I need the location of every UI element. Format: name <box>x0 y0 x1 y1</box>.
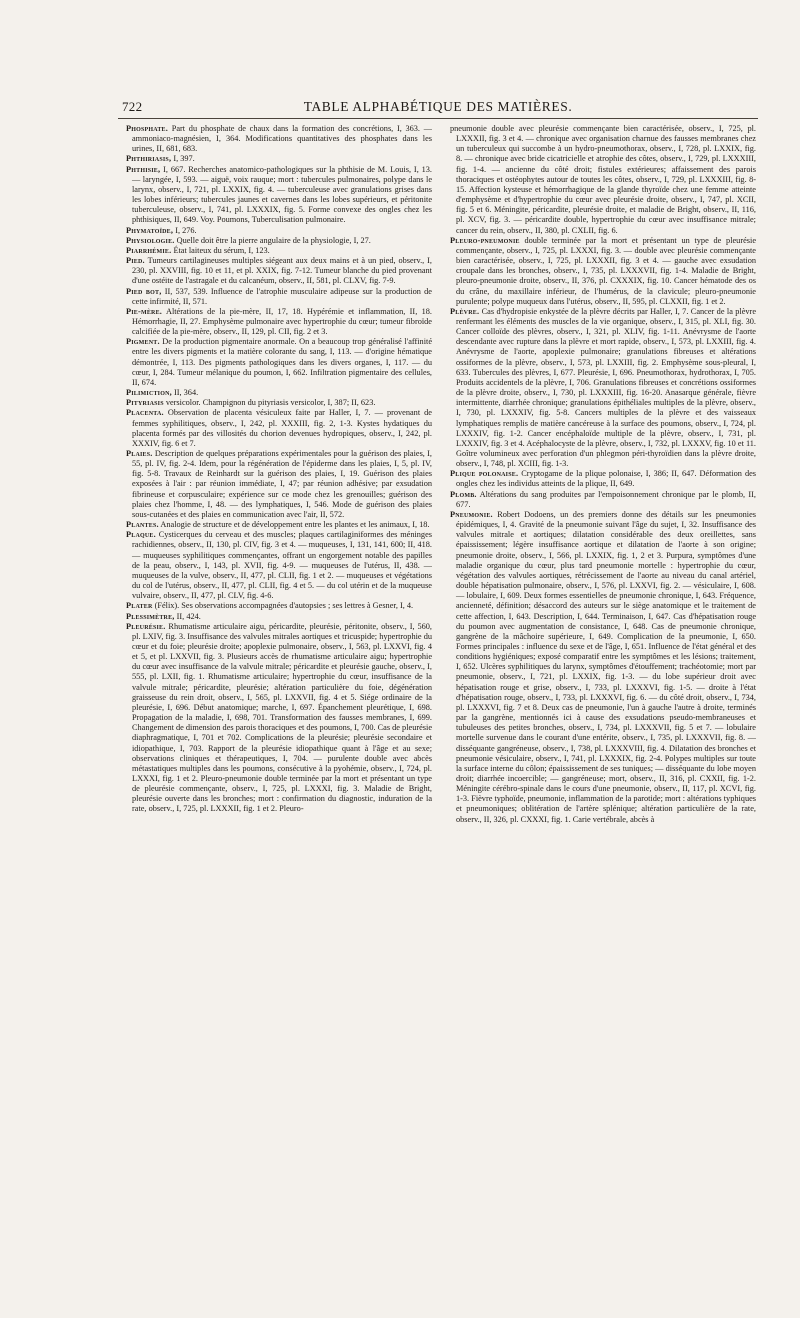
entry-text: (Félix). Ses observations accompagnées d'autopsies ; ses lettres à Gesner, I, 4. <box>154 601 414 611</box>
entry-text: I, 397. <box>173 154 195 164</box>
entry-headword: Phthisie, <box>126 164 161 174</box>
index-entry <box>126 601 432 611</box>
entry-text: Rhumatisme articulaire aigu, péricardite, pleurésie, péritonite, observ., I, 560, pl. LXIV, fig. 3. Insuffisance des valvules mitrales aortiques et tricuspide; hypertrophie du cœur et du foie; pleurésie droite; apoplexie pulmonaire, observ., I, 563, pl. LXXVI, fig. 4 et 5, et pl. LXXVII, fig. 3. Plusieurs accès de rhumatisme articulaire aigu; hypertrophie du cœur avec insuffisance de la valvule mitrale; péricardite et pleurésie gauche, observ., I, 555, pl. LXII, fig. 1. Rhumatisme articulaire; hypertrophie du cœur, insuffisance de la valvule mitrale; péricardite, pleurésie; altération particulière du foie, dégénération graisseuse du rein droit, observ., I, 565, pl. LXXVII, fig. 4 et 5. Siége ordinaire de la pleurésie, I, 696. Début anatomique; marche, I, 697. Épanchement pleurétique, I, 698. Propagation de la maladie, I, 698, 701. Transformation des fausses membranes, I, 699. Changement de dimension des parois thoraciques et des poumons, I, 700. Cas de pleurésie diaphragmatique, I, 701 et 702. Complications de la pleurésie; pleurésie secondaire et idiopathique, I, 703. Rapport de la pleurésie idiopathique quant à l'âge et au sexe; observations cliniques et thérapeutiques, I, 704. — purulente double avec abcès métastatiques multiples dans les poumons, consécutive à la pyohémie, observ., I, 724, pl. LXXXI, fig. 1 et 2. Pleuro-pneumonie double terminée par la mort et présentant un type de pleurésie commençante, observ., I, 725, pl. LXXXI, fig. 3. Maladie de Bright, pleurésie ouverte dans les bronches; mort : confirmation du diagnostic, induration de la rate, observ., I, 725, pl. LXXXII, fig. 1 et 2. Pleuro- <box>132 621 432 814</box>
entry-headword: Physiologie. <box>126 235 175 245</box>
entry-text: Observation de placenta vésiculeux faite par Haller, I, 7. — provenant de femmes syphilitiques, observ., I, 242, pl. XXXIII, fig. 2, 1-3. Kystes hydatiques du placenta formés par des villosités du chorion devenues hydropiques, observ., I, 242, pl. XXXIV, fig. 6 et 7. <box>132 408 432 448</box>
index-entry <box>126 388 432 398</box>
entry-text: Analogie de structure et de développement entre les plantes et les animaux, I, 18. <box>160 520 430 530</box>
index-entry <box>126 337 432 388</box>
index-entry <box>126 408 432 449</box>
header-rule <box>118 118 758 119</box>
index-entry <box>126 226 432 236</box>
running-head: TABLE ALPHABÉTIQUE DES MATIÈRES. <box>303 99 573 114</box>
index-entry <box>126 165 432 226</box>
index-entry <box>450 307 756 470</box>
entry-text: I, 667. Recherches anatomico-pathologiques sur la phthisie de M. Louis, I, 13. — laryngée, I, 593. — aiguë, voix rauque; mort : tubercules pulmonaires, polype dans le larynx, observ., I, 721, pl. LXXIX, fig. 4. — tuberculeuse avec granulations grises dans les lobes inférieurs; tubercules jaunes et cavernes dans les lobes supérieurs, et péritonite tuberculeuse, observ., I, 741, pl. LXXXIX, fig. 5. Forme convexe des ongles chez les phthisiques, II, 649. Voy. Poumons, Tuberculisation pulmonaire. <box>132 164 432 225</box>
entry-headword: Plique polonaise. <box>450 469 519 479</box>
entry-text: I, 276. <box>175 225 197 235</box>
index-entry <box>126 287 432 307</box>
entry-text: De la production pigmentaire anormale. On a beaucoup trop généralisé l'affinité entre les divers pigments et la matière colorante du sang, I, 113. — d'origine hématique démontrée, I, 113. Des pigments pathologiques dans les divers organes, I, 117. — du cœur, I, 284. Tumeur mélanique du poumon, I, 662. Infiltration pigmentaire des cellules, II, 674. <box>132 337 432 387</box>
index-entry <box>450 510 756 825</box>
index-entry <box>450 236 756 307</box>
index-entry <box>126 246 432 256</box>
entry-text: Tumeurs cartilagineuses multiples siégeant aux deux mains et à un pied, observ., I, 230, pl. XXVIII, fig. 10 et 11, et pl. XXIX, fig. 7-12. Tumeur blanche du pied provenant d'une ostéite de l'astragale et du calcanéum, observ., II, 581, pl. CLXV, fig. 7-9. <box>132 256 432 286</box>
entry-text: Cryptogame de la plique polonaise, I, 386; II, 647. Déformation des ongles chez les individus atteints de la plique, II, 649. <box>456 469 756 489</box>
entry-text: Cas d'hydropisie enkystée de la plèvre décrits par Haller, I, 7. Cancer de la plèvre renfermant les éléments des muscles de la vie organique, observ., I, 315, pl. XLI, fig. 30. Cancer colloïde des plèvres, observ., I, 321, pl. XLIV, fig. 1-11. Anévrysme de l'aorte descendante avec rupture dans la plèvre et mort rapide, observ., I, 573, pl. LXXIII, fig. 4. Anévrysme de l'aorte, apoplexie pulmonaire; granulations fibreuses et altérations ossiformes de la plèvre, observ., I, 573, pl. LXXIII, fig. 2. Emphysème sous-pleural, I, 633. Tubercules des plèvres, I, 677. Pleurésie, I, 696. Pneumothorax, hydrothorax, I, 705. Produits accidentels de la plèvre, I, 706. Granulations fibreuses et concrétions ossiformes de la plèvre droite, observ., I, 730, pl. LXXXIII, fig. 16-20. Anasarque générale, fièvre intermittente, diarrhée chronique; granulations épithéliales multiples de la plèvre, observ., I, 730, pl. LXXXIV, fig. 5-8. Cancers multiples de la plèvre et des vaisseaux lymphatiques remplis de matière cancéreuse à la surface des poumons, observ., I, 724, pl. LXXXIV, fig. 1-2. Cancer encéphaloïde multiple de la plèvre, observ., I, 731, pl. LXXXIV, fig. 3 et 4. Acéphalocyste de la plèvre, observ., I, 732, pl. LXXXV, fig. 10 et 11. Goître volumineux avec perforation d'un phlegmon péri-thyroïdien dans la plèvre droite, observ., I, 748, pl. XCIII, fig. 1-3. <box>456 306 756 469</box>
index-entry <box>126 530 432 601</box>
entry-text: pneumonie double avec pleurésie commençante bien caractérisée, observ., I, 725, pl. LXXXII, fig. 3 et 4. — chronique avec organisation charnue des fausses membranes chez un tuberculeux qui succombe à un hydro-pneumothorax, observ., I, 728, pl. LXXIX, fig. 8. — chronique avec bride cicatricielle et atrophie des côtes, observ., I, 729, pl. LXXXIII, fig. 1-4. — ancienne du côté droit; fistules extérieures; affaissement des parois thoraciques et ostéophytes autour de toutes les côtes, observ., I, 729, pl. LXXXIII, fig. 8-15. Affection kysteuse et hémorrhagique de la glande thyroïde chez une femme atteinte d'emphysème et d'hypertrophie du cœur avec pleurésie droite, observ., I, 747, pl. XCII, fig. 5 et 6. Méningite, péricardite, pleurésie droite, et maladie de Bright, observ., II, 116, pl. XCV, fig. 3. — péricardite double, hypertrophie du cœur avec insuffisance mitrale; cancer du rein, observ., II, 380, pl. CXLII, fig. 6. <box>450 124 756 235</box>
entry-headword: Plèvre. <box>450 306 480 316</box>
left-column <box>126 124 432 969</box>
entry-headword: Placenta. <box>126 408 164 418</box>
page-number: 722 <box>122 99 143 114</box>
entry-headword: Plessimètre, <box>126 611 175 621</box>
entry-headword: Pityriasis <box>126 398 164 408</box>
entry-text: Part du phosphate de chaux dans la formation des concrétions, I, 363. — ammoniaco-magnésien, I, 364. Modifications quantitatives des phosphates dans les urines, II, 681, 683. <box>132 124 432 154</box>
entry-headword: Plaies. <box>126 449 153 458</box>
entry-text: double terminée par la mort et présentant un type de pleurésie commençante, observ., I, 725, pl. LXXXI, fig. 3. — double avec pleurésie commençante bien caractérisée, observ., I, 725, pl. LXXXII, fig. 3 et 4. — gauche avec exsudation croupale dans les bronches, observ., I, 735, pl. LXXXVII, fig. 1-4. Maladie de Bright, pleuro-pneumonie droite, observ., II, 376, pl. CXXXIX, fig. 10. Cancer hématode des os du crâne, du maxillaire inférieur, de l'humérus, de la clavicule; pleuro-pneumonie purulente; polype muqueux dans l'utérus, observ., II, 595, pl. CLXXII, fig. 1 et 2. <box>456 235 756 306</box>
entry-headword: Pneumonie. <box>450 509 493 519</box>
entry-text: Altérations du sang produites par l'empoisonnement chronique par le plomb, II, 677. <box>456 489 756 509</box>
index-entry <box>126 307 432 337</box>
entry-headword: Pied bot, <box>126 286 162 296</box>
index-entry <box>126 124 432 154</box>
index-entry <box>126 236 432 246</box>
entry-headword: Pie-mère. <box>126 306 163 316</box>
index-entry <box>126 622 432 815</box>
entry-headword: Plater <box>126 601 153 611</box>
index-entry <box>450 469 756 489</box>
entry-headword: Phymatoïde, <box>126 225 174 235</box>
index-entry <box>126 520 432 530</box>
entry-text: II, 424. <box>176 611 201 621</box>
entry-text: Cysticerques du cerveau et des muscles; plaques cartilaginiformes des méninges rachidiennes, observ., II, 130, pl. CIV, fig. 3 et 4. — muqueuses, I, 131, 141, 600; II, 418. — muqueuses syphilitiques commençantes, offrant un engorgement notable des papilles de la peau, observ., I, 143, pl. XVII, fig. 4-9. — muqueuses de l'utérus, II, 438. — muqueuses de la vulve, observ., II, 477, pl. CLII, fig. 1 et 2. — muqueuses et végétations du col de l'utérus, observ., II, 477, pl. CLII, fig. 4 et 5. — du col utérin et de la muqueuse vulvaire, observ., II, 477, pl. CLV, fig. 4-6. <box>132 530 432 601</box>
right-column <box>450 124 756 969</box>
index-entry <box>126 256 432 286</box>
entry-headword: Pilimiction, <box>126 388 172 398</box>
entry-headword: Plomb. <box>450 489 477 499</box>
index-entry <box>126 449 432 520</box>
entry-headword: Phosphate. <box>126 124 169 133</box>
entry-text: versicolor. Champignon du pityriasis versicolor, I, 387; II, 623. <box>165 398 376 408</box>
entry-text: Description de quelques préparations expérimentales pour la guérison des plaies, I, 55, pl. IV, fig. 2-4. Idem, pour la régénération de l'épiderme dans les plaies, I, 5, pl. IV, fig. 5-8. Travaux de Reinhardt sur la guérison des plaies, I, 19. Guérison des plaies exposées à l'air : par réunion immédiate, I, 47; par réunion adhésive; par exsudation fibrineuse et corpusculaire; expérience sur ce mode chez les grenouilles; guérison des plaies chez l'homme, I, 48. — des lymphatiques, I, 546. Mode de guérison des plaies sous-cutanées et des plaies en communication avec l'air, II, 572. <box>132 449 432 519</box>
entry-text: Robert Dodoens, un des premiers donne des détails sur les pneumonies épidémiques, I, 4. Gravité de la pneumonie suivant l'âge du sujet, I, 32. Insuffisance des valvules mitrale et aortiques; dilatation considérable des deux oreillettes, sans épaississement; légère insuffisance aortique et dilatation de l'aorte à son origine; pneumonie droite, observ., I, 566, pl. LXXIX, fig. 1, 2 et 3. Purpura, symptômes d'une maladie organique du cœur, plus tard pneumonie mortelle : hypertrophie du cœur, végétation des valvules aortiques, rétrécissement de l'aorte au niveau du canal artériel, double hépatisation pulmonaire, observ., I, 576, pl. LXXVI, fig. 2. — vésiculaire, I, 608. — lobulaire, I, 609. Deux formes essentielles de pneumonie chronique, I, 643. Fréquence, ancienneté, définition; désaccord des auteurs sur le siège anatomique et le traitement de cette affection, I, 643. Description, I, 644. Terminaison, I, 647. Cas d'hépatisation rouge du poumon avec augmentation de consistance, I, 648. Cas de pneumonie chronique, gangrène de la mâchoire supérieure, I, 649. Complication de la pneumonie, I, 650. Formes principales : influence du sexe et de l'âge, I, 651. Influence de l'état général et des conditions hygiéniques; exposé comparatif entre les symptômes et les lésions; traitement, I, 652. Ulcères syphilitiques du larynx, symptômes d'étouffement; trachéotomie; mort par pneumonie, observ., I, 721, pl. LXXIX, fig. 1-3. — du lobe supérieur droit avec hépatisation rouge et grise, observ., I, 733, pl. LXXXVI, fig. 1-5. — droite à l'état d'hépatisation rouge, observ., I, 733, pl. LXXXVI, fig. 6. — du côté droit, observ., I, 734, pl. LXXXVI, fig. 7 et 8. Deux cas de pneumonie, l'un à gauche l'autre à droite, terminés par la gangrène, mentionnés ici à cause des exsudations pseudo-membraneuses et tubuleuses des petites bronches, observ., I, 734, pl. LXXXVII, fig. 5 et 7. — lobulaire mortelle survenue dans le courant d'une entérite, observ., I, 735, pl. LXXXVII, fig. 8. — disséquante gangréneuse, observ., I, 738, pl. LXXXVIII, fig. 4. Dilatation des bronches et pneumonie vésiculaire, observ., I, 741, pl. LXXXIX, fig. 2-4. Polypes multiples sur toute la surface interne du côlon; épaississement de ses tuniques; — disséquante du lobe moyen droit; diarrhée incoercible; — gangréneuse; mort, observ., II, 316, pl. CXXII, fig. 1-2. Méningite cérébro-spinale dans le cours d'une pneumonie, observ., II, 117, pl. XCVI, fig. 1-3. Fièvre typhoïde, pneumonie, inflammation de la parotide; mort : altérations typhiques et pneumoniques; oblitération de l'artère splénique; altération particulière de la rate, observ., II, 326, pl. CXXXI, fig. 1. Carie vertébrale, abcès à <box>456 509 756 824</box>
index-entry <box>450 124 756 236</box>
index-columns <box>126 124 756 969</box>
entry-text: Altérations de la pie-mère, II, 17, 18. Hypérémie et inflammation, II, 18. Hémorrhagie, II, 27. Emphysème pulmonaire avec hypertrophie du cœur; tumeur fibroïde calcifiée de la pie-mère, observ., II, 129, pl. CII, fig. 2 et 3. <box>132 306 432 337</box>
entry-headword: Pleuro-pneumonie <box>450 235 520 245</box>
entry-text: II, 364. <box>173 388 199 398</box>
index-entry <box>450 490 756 510</box>
entry-headword: Pigment. <box>126 337 160 347</box>
entry-headword: Pleurésie. <box>126 621 166 631</box>
entry-text: II, 537, 539. Influence de l'atrophie musculaire adipeuse sur la production de cette infirmité, II, 571. <box>132 286 432 306</box>
index-entry <box>126 612 432 622</box>
entry-headword: Plantes. <box>126 520 159 530</box>
index-entry <box>126 154 432 164</box>
entry-headword: Phthiriasis, <box>126 154 172 164</box>
entry-headword: Plaque. <box>126 530 156 540</box>
entry-text: État laiteux du sérum, I, 123. <box>173 245 270 255</box>
entry-headword: Pied. <box>126 256 145 266</box>
entry-headword: Piarrhémie. <box>126 245 172 255</box>
entry-text: Quelle doit être la pierre angulaire de la physiologie, I, 27. <box>176 235 371 245</box>
index-entry <box>126 398 432 408</box>
